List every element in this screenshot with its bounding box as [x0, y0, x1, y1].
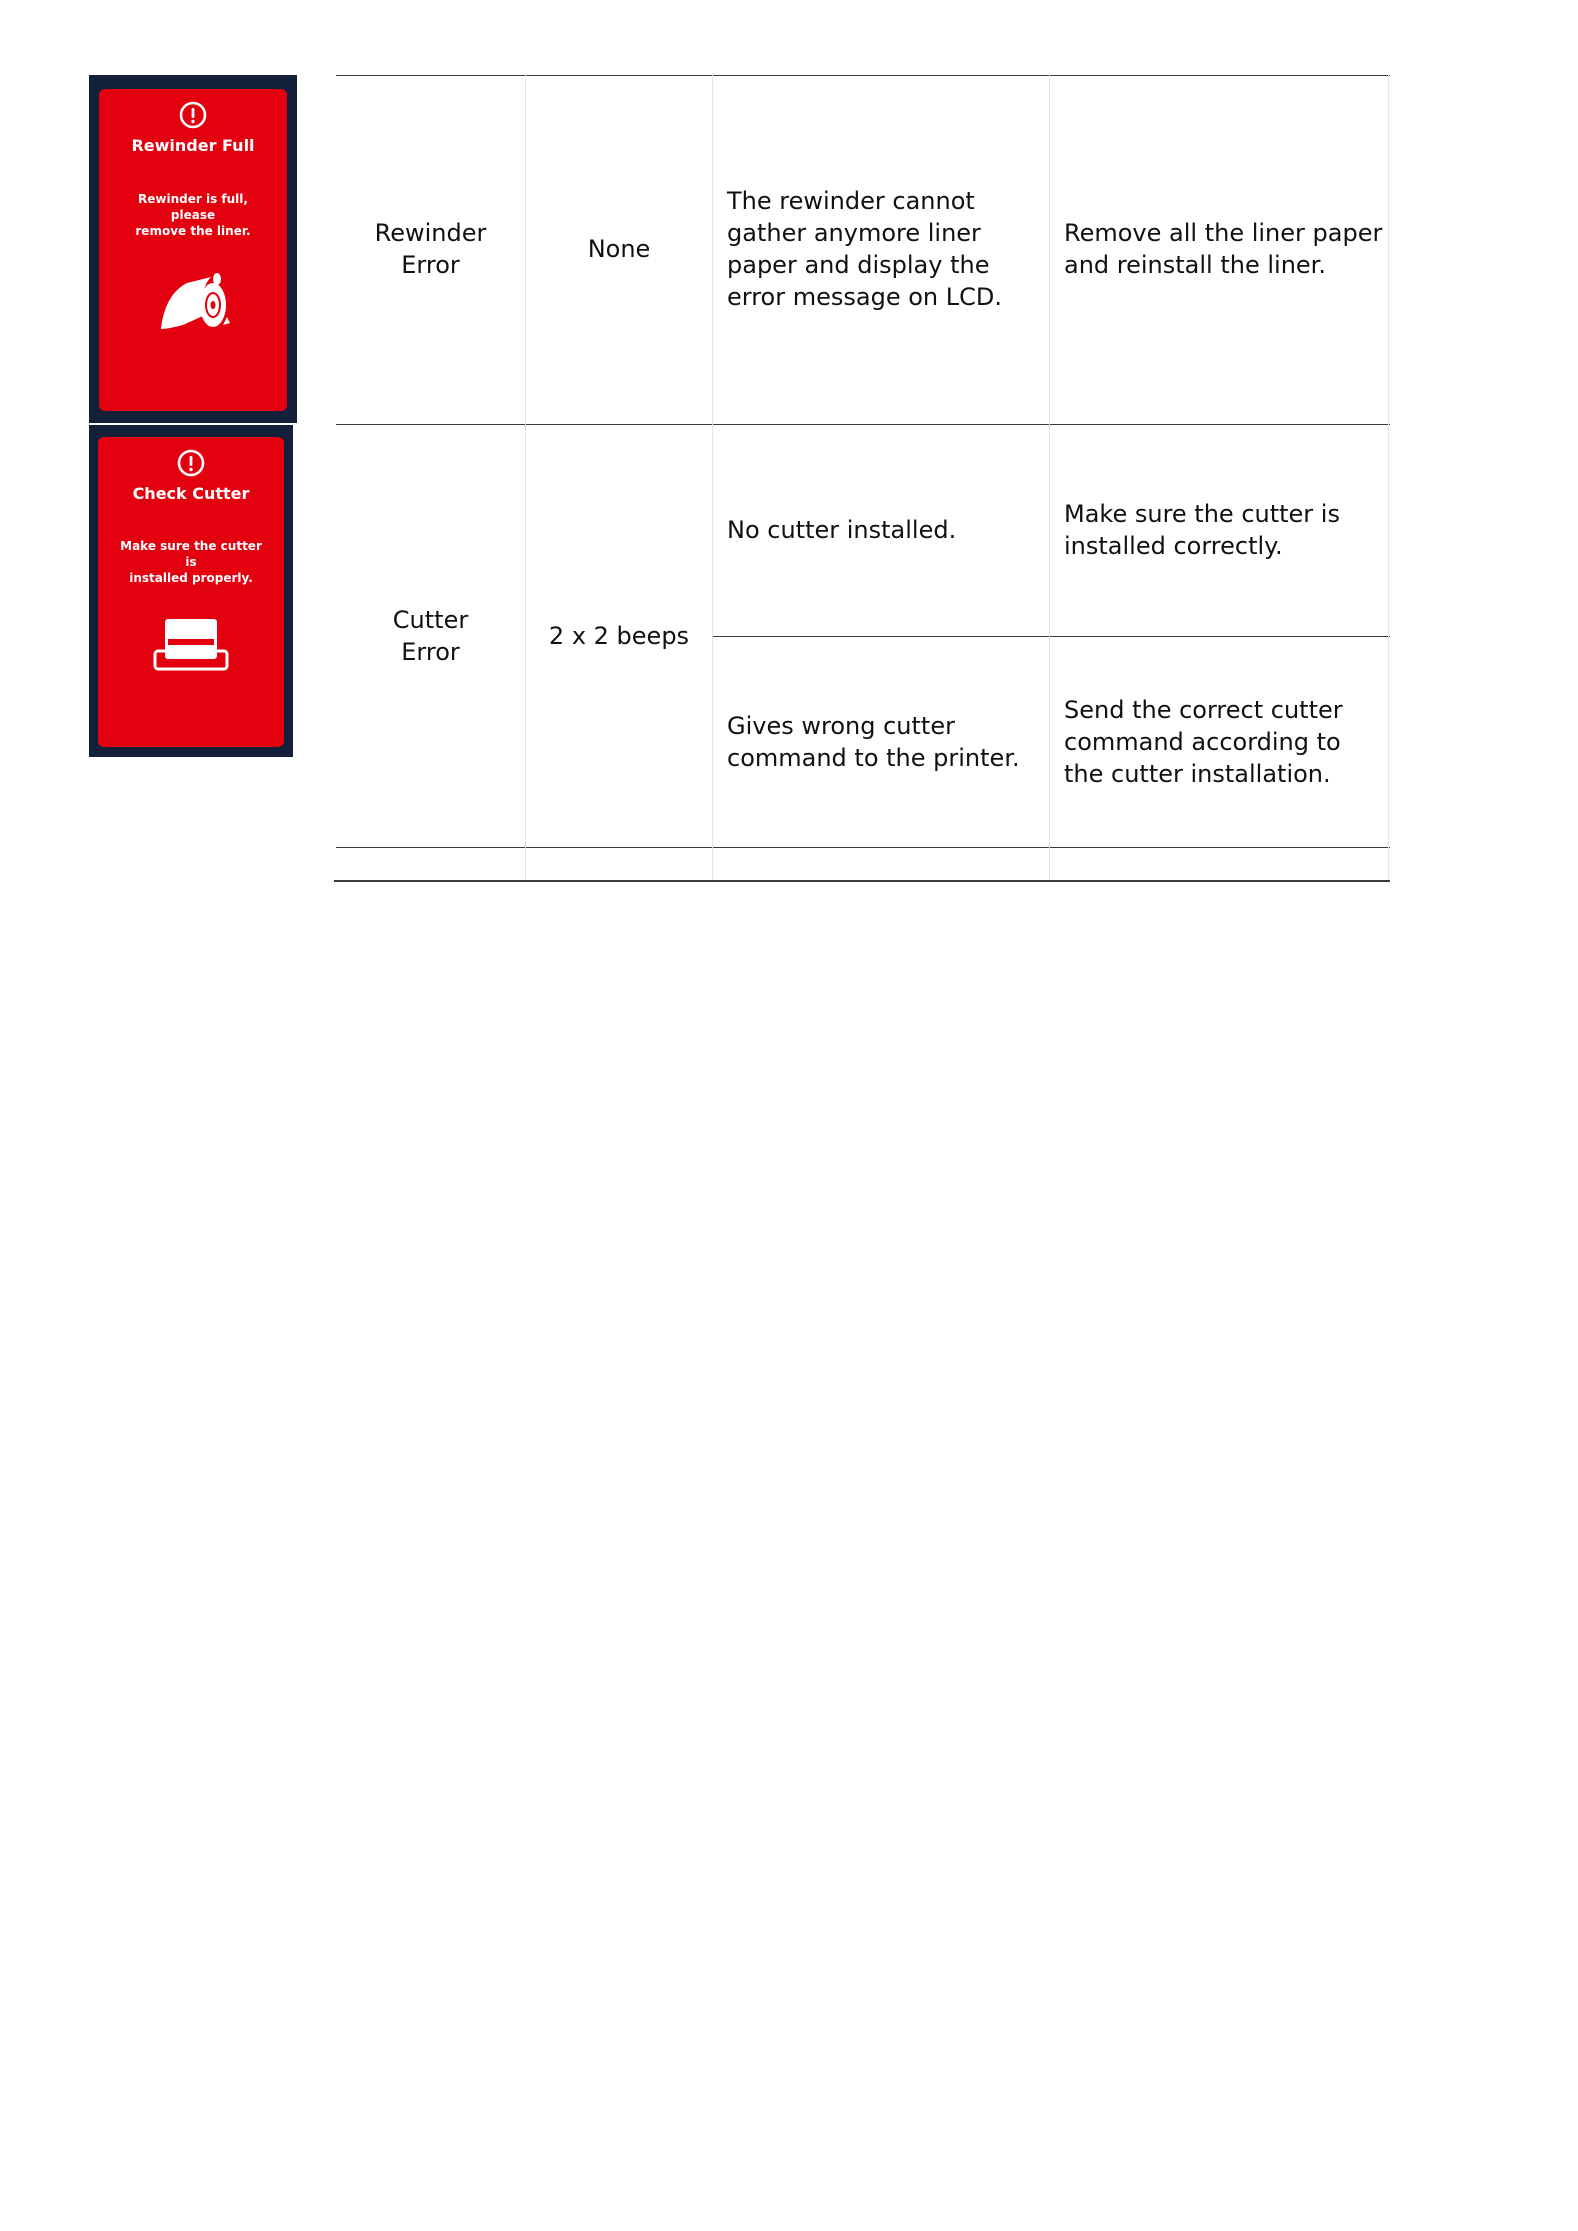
table-rule [336, 424, 1390, 425]
lcd-title: Check Cutter [132, 484, 250, 503]
table-cell-error-type: Rewinder Error [374, 219, 487, 279]
table-cell-beeps: None [587, 235, 651, 263]
table-cell-cause: No cutter installed. [727, 516, 957, 544]
table-column-divider [1388, 75, 1389, 880]
lcd-title: Rewinder Full [131, 136, 255, 155]
table-rule [336, 847, 1390, 848]
lcd-message: Rewinder is full, please remove the liner. [135, 192, 251, 238]
lcd-error-panel [98, 437, 284, 747]
lcd-error-panel [99, 89, 287, 411]
lcd-screen-rewinder-full [89, 75, 297, 423]
table-column-divider [525, 75, 526, 880]
table-column-divider [1049, 75, 1050, 880]
table-cell-cause: Gives wrong cutter command to the printer. [727, 712, 1020, 772]
lcd-screen-check-cutter [89, 425, 293, 757]
table-column-divider [712, 75, 713, 880]
cutter-icon [151, 615, 231, 673]
table-cell-error-type: Cutter Error [392, 606, 469, 666]
table-rule [712, 636, 1390, 637]
table-cell-cause: The rewinder cannot gather anymore liner paper and display the error message on LCD. [727, 187, 1002, 311]
alert-circle-icon [179, 101, 207, 129]
rewinder-roll-icon [153, 269, 233, 339]
table-rule [336, 75, 1390, 76]
alert-circle-icon [177, 449, 205, 477]
table-rule [334, 880, 1390, 882]
lcd-message: Make sure the cutter is installed properly. [120, 539, 262, 585]
table-cell-beeps: 2 x 2 beeps [548, 622, 690, 650]
table-cell-solution: Send the correct cutter command according to the cutter installation. [1064, 696, 1343, 788]
table-cell-solution: Make sure the cutter is installed correctly. [1064, 500, 1340, 560]
table-cell-solution: Remove all the liner paper and reinstall the liner. [1064, 219, 1383, 279]
